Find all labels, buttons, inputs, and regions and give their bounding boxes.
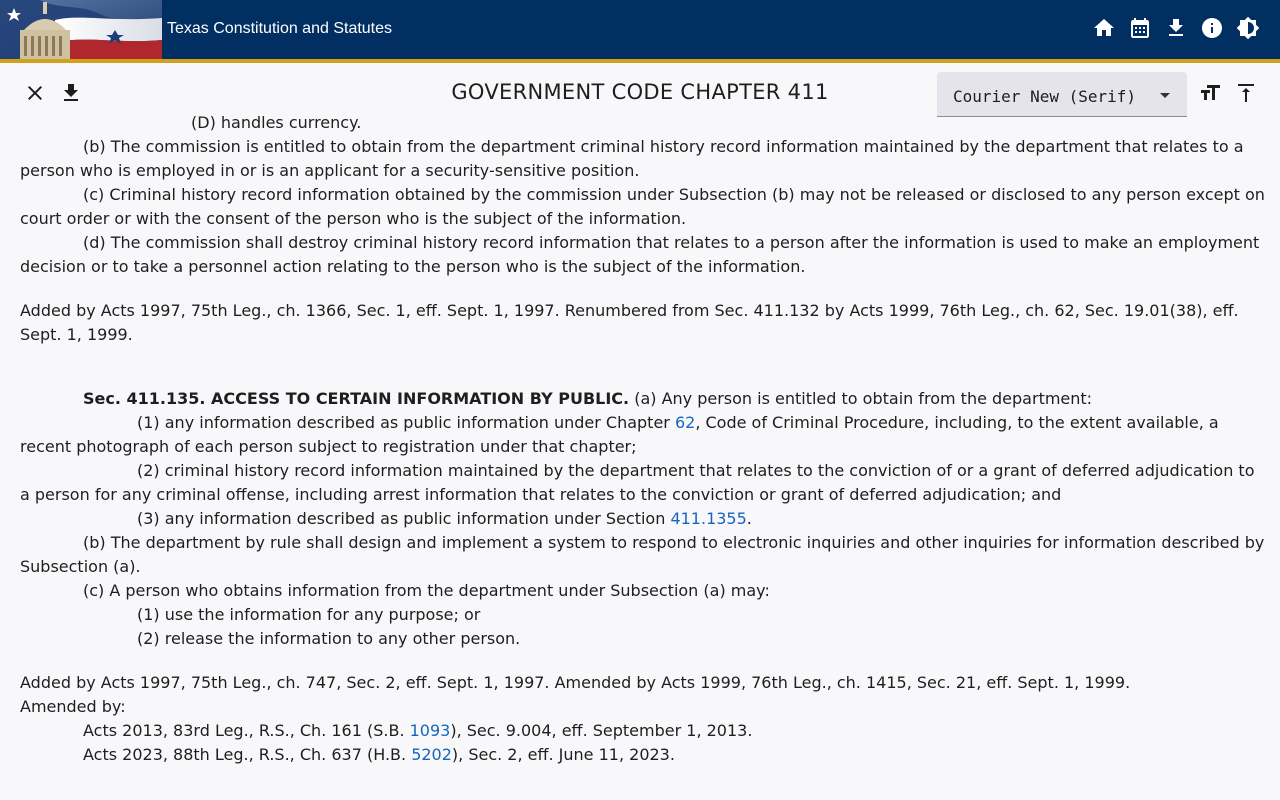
text-run: . [746, 509, 752, 528]
calendar-icon[interactable] [1128, 16, 1152, 40]
text-run: ), Sec. 2, eff. June 11, 2023. [451, 745, 675, 764]
paragraph: (D) handles currency. [191, 113, 362, 132]
download-document-icon[interactable] [59, 81, 83, 105]
paragraph [20, 507, 1265, 531]
link-hb-5202[interactable]: 5202 [411, 745, 452, 764]
section-intro: (a) Any person is entitled to obtain from the department: [629, 389, 1093, 408]
close-icon[interactable] [23, 81, 47, 105]
link-chapter-62[interactable]: 62 [674, 413, 696, 432]
text-run: Acts 2013, 83rd Leg., R.S., Ch. 161 (S.B. [83, 721, 410, 740]
paragraph: (c) Criminal history record information obtained by the commission under Subsection (b) may not be released or disclosed to any person except on court order or with the consent of the person who is the subject of the information. [20, 185, 1265, 228]
app-title: Texas Constitution and Statutes [167, 20, 393, 37]
texas-flag-capitol-logo [0, 0, 162, 59]
document-title: GOVERNMENT CODE CHAPTER 411 [451, 80, 829, 104]
app-bar [0, 0, 1280, 59]
amendment-entry [20, 719, 1265, 743]
brightness-icon[interactable] [1236, 16, 1260, 40]
text-run: ), Sec. 9.004, eff. September 1, 2013. [450, 721, 753, 740]
paragraph: (b) The commission is entitled to obtain from the department criminal history record information maintained by the department that relates to a person who is employed in or is an applicant for a security-sensitive position. [20, 137, 1244, 180]
history-note: Added by Acts 1997, 75th Leg., ch. 747, Sec. 2, eff. Sept. 1, 1997. Amended by Acts 1999, 76th Leg., ch. 1415, Sec. 21, eff. Sept. 1, 1999. [20, 673, 1131, 692]
home-icon[interactable] [1092, 16, 1116, 40]
statute-text [20, 111, 1265, 767]
document-content [0, 113, 1280, 800]
chevron-down-icon [1160, 93, 1170, 98]
text-size-icon[interactable] [1198, 81, 1222, 105]
font-select-value: Courier New (Serif) [953, 87, 1137, 106]
amendment-entry [20, 743, 1265, 767]
text-run: Acts 2023, 88th Leg., R.S., Ch. 637 (H.B. [83, 745, 412, 764]
text-run: (1) any information described as public information under Chapter [137, 413, 675, 432]
paragraph: (1) use the information for any purpose; or [137, 605, 481, 624]
section-paragraph [20, 387, 1265, 411]
amended-by-label: Amended by: [20, 697, 126, 716]
download-icon[interactable] [1164, 16, 1188, 40]
scroll-to-top-icon[interactable] [1234, 81, 1258, 105]
paragraph: (b) The department by rule shall design and implement a system to respond to electronic inquiries and other inquiries for information described by Subsection (a). [20, 533, 1265, 576]
text-run: , Code of Criminal Procedure, including, to the extent available, a recent photograph of each person subject to registration under that chapter; [20, 413, 1219, 456]
paragraph [20, 411, 1265, 459]
link-sb-1093[interactable]: 1093 [409, 721, 451, 740]
paragraph: (2) criminal history record information maintained by the department that relates to the conviction of or a grant of deferred adjudication to a person for any criminal offense, including arrest information that relates to the conviction or grant of deferred adjudication; and [20, 461, 1255, 504]
section-heading: Sec. 411.135. ACCESS TO CERTAIN INFORMATION BY PUBLIC. [83, 389, 630, 408]
history-note: Added by Acts 1997, 75th Leg., ch. 1366, Sec. 1, eff. Sept. 1, 1997. Renumbered from Sec. 411.132 by Acts 1999, 76th Leg., ch. 62, Sec. 19.01(38), eff. Sept. 1, 1999. [20, 301, 1239, 344]
paragraph: (d) The commission shall destroy criminal history record information that relates to a person after the information is used to make an employment decision or to take a personnel action relating to the person who is the subject of the information. [20, 233, 1260, 276]
text-run: (3) any information described as public information under Section [137, 509, 671, 528]
paragraph: (2) release the information to any other person. [137, 629, 521, 648]
link-section-411-1355[interactable]: 411.1355 [670, 509, 747, 528]
info-icon[interactable] [1200, 16, 1224, 40]
paragraph: (c) A person who obtains information from the department under Subsection (a) may: [83, 581, 770, 600]
